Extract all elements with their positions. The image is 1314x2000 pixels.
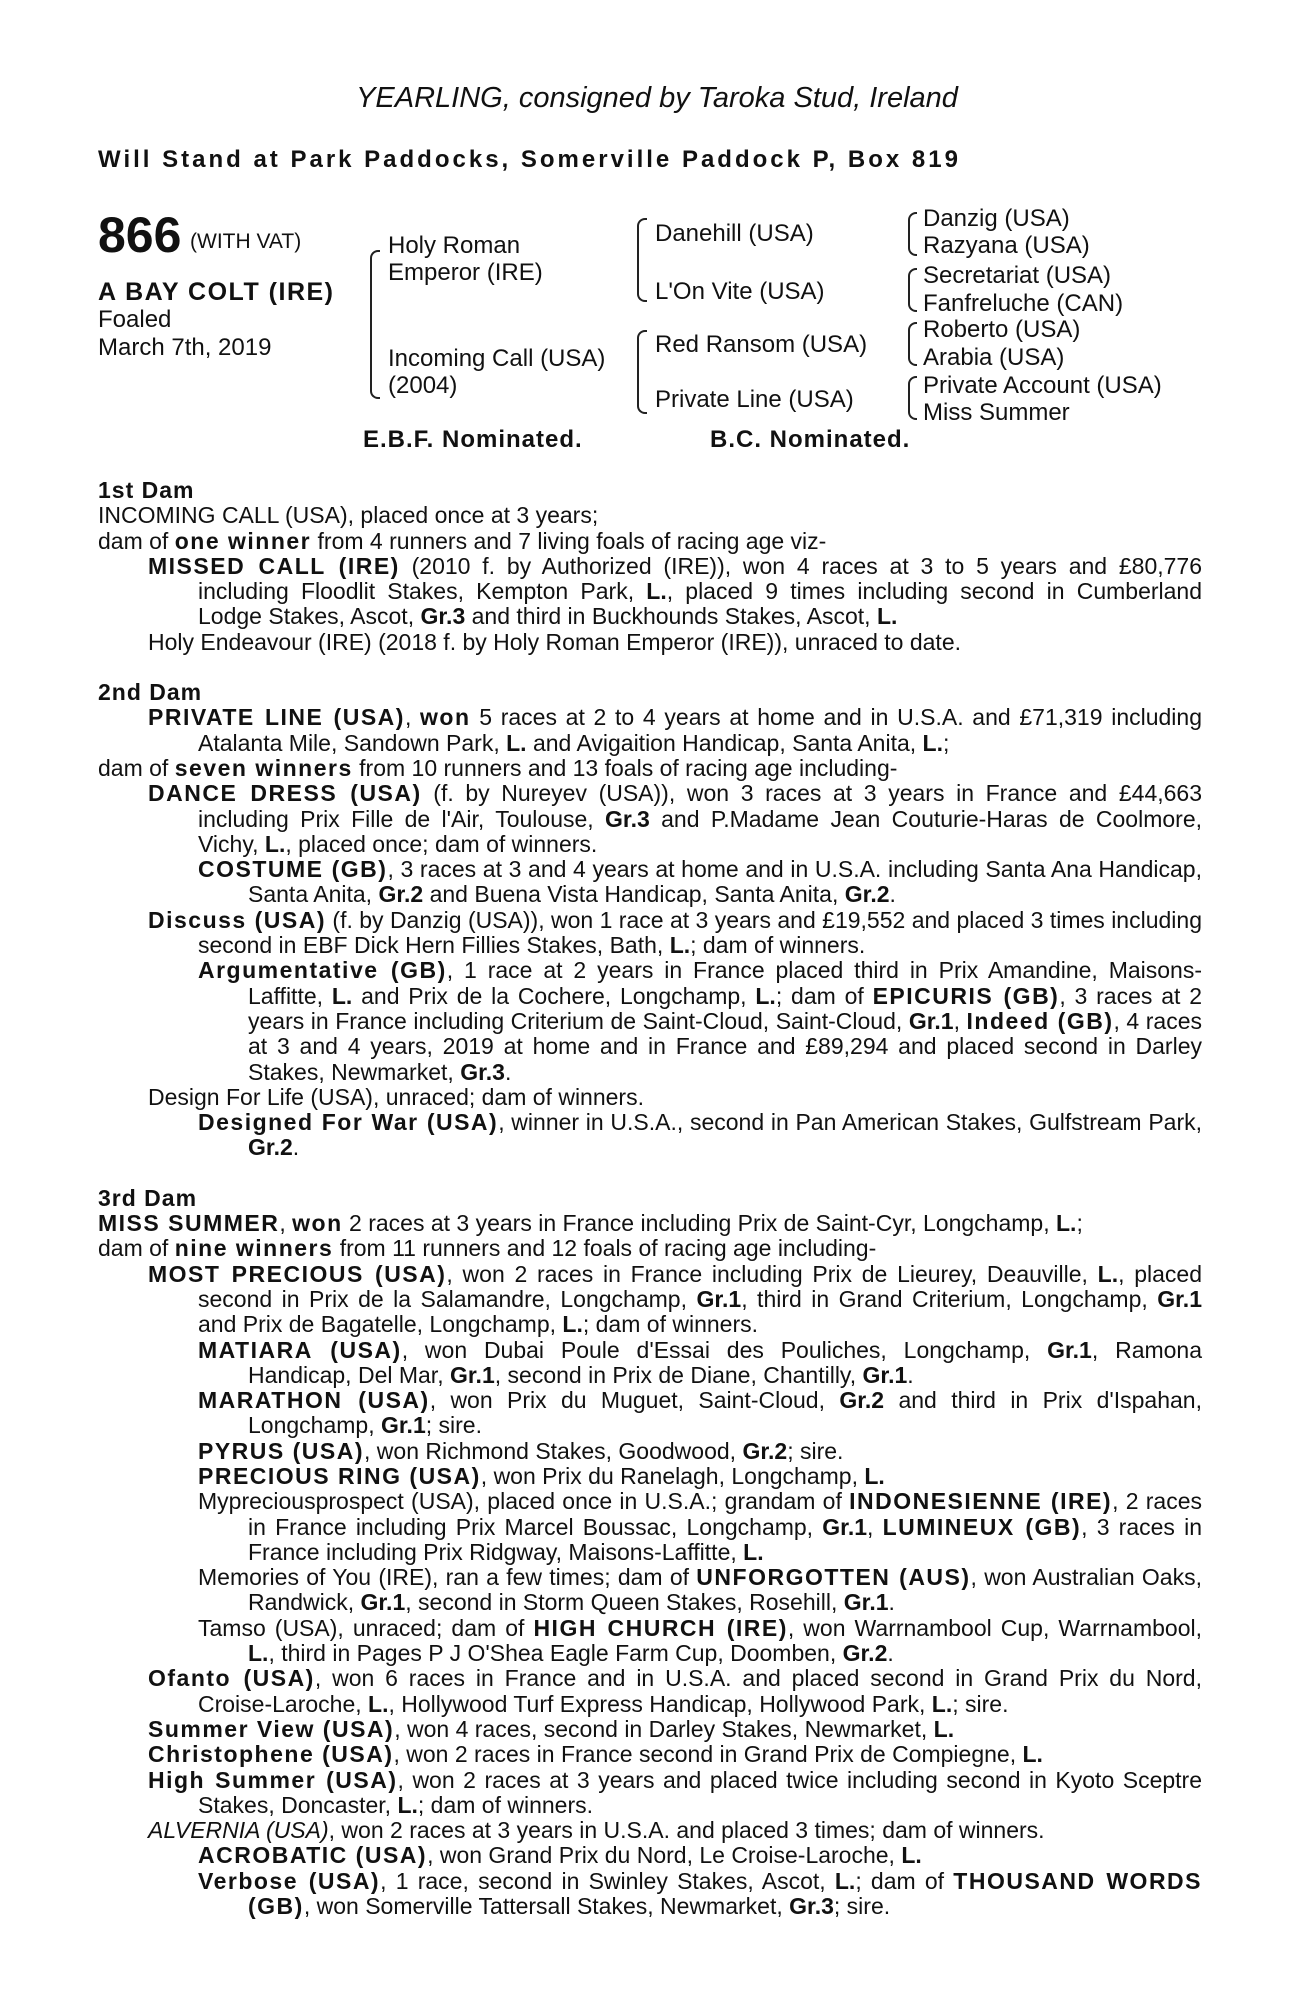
produce-entry: DANCE DRESS (USA) (f. by Nureyev (USA)), won 3 races at 3 years in France and £44,663 including Prix Fille de l'Air, Toulouse, Gr.3 and P.Madame Jean Couturie-Haras de Coolmore, Vichy, L., placed once; dam of winners. xyxy=(148,780,1202,857)
produce-entry: ALVERNIA (USA), won 2 races at 3 years in U.S.A. and placed 3 times; dam of winners. xyxy=(148,1817,1045,1844)
first-dam-line: INCOMING CALL (USA), placed once at 3 years; xyxy=(98,502,599,529)
grandsire-1: Danehill (USA) xyxy=(655,220,814,247)
grandsire-2: Red Ransom (USA) xyxy=(655,331,868,358)
produce-entry: Christophene (USA), won 2 races in France second in Grand Prix de Compiegne, L. xyxy=(148,1741,1043,1768)
dam-line-1: Incoming Call (USA) xyxy=(388,345,606,372)
sire-line-2: Emperor (IRE) xyxy=(388,259,543,286)
dam-line-2: (2004) xyxy=(388,372,458,399)
ggs-2: Razyana (USA) xyxy=(923,232,1090,259)
third-dam-section xyxy=(98,1186,1202,1920)
produce-entry: MARATHON (USA), won Prix du Muguet, Saint-Cloud, Gr.2 and third in Prix d'Ispahan, Longchamp, Gr.1; sire. xyxy=(198,1387,1202,1439)
ggs-6: Arabia (USA) xyxy=(923,344,1065,371)
ggs-brace-2 xyxy=(908,268,917,312)
first-dam-section xyxy=(98,478,1202,655)
produce-entry: Design For Life (USA), unraced; dam of winners. xyxy=(148,1083,644,1110)
second-dam-heading: 2nd Dam xyxy=(98,679,203,706)
vat-note: (WITH VAT) xyxy=(190,230,302,253)
third-dam-line: MISS SUMMER, won 2 races at 3 years in France including Prix de Saint-Cyr, Longchamp, L.; xyxy=(98,1210,1083,1237)
ggs-8: Miss Summer xyxy=(923,399,1070,426)
third-dam-heading: 3rd Dam xyxy=(98,1184,198,1211)
page-title: YEARLING, consigned by Taroka Stud, Ireland xyxy=(356,82,958,114)
produce-entry: Holy Endeavour (IRE) (2018 f. by Holy Roman Emperor (IRE)), unraced to date. xyxy=(148,628,962,655)
granddam-2: Private Line (USA) xyxy=(655,386,854,413)
sire-dam-brace xyxy=(370,250,380,399)
produce-entry: Summer View (USA), won 4 races, second in Darley Stakes, Newmarket, L. xyxy=(148,1715,955,1742)
produce-entry: Discuss (USA) (f. by Danzig (USA)), won 1 race at 3 years and £19,552 and placed 3 times including second in EBF Dick Hern Fillies Stakes, Bath, L.; dam of winners. xyxy=(148,906,1202,959)
first-dam-heading: 1st Dam xyxy=(98,477,195,503)
ggs-brace-3 xyxy=(908,322,917,366)
produce-entry: Verbose (USA), 1 race, second in Swinley Stakes, Ascot, L.; dam of THOUSAND WORDS (GB), won Somerville Tattersall Stakes, Newmarket, Gr.3; sire. xyxy=(198,1867,1203,1920)
third-dam-produce-line: dam of nine winners from 11 runners and 12 foals of racing age including- xyxy=(98,1235,877,1262)
produce-entry: Memories of You (IRE), ran a few times; dam of UNFORGOTTEN (AUS), won Australian Oaks, Randwick, Gr.1, second in Storm Queen Stakes, Rosehill, Gr.1. xyxy=(198,1564,1202,1616)
ggs-1: Danzig (USA) xyxy=(923,205,1070,232)
ggs-5: Roberto (USA) xyxy=(923,316,1081,343)
stand-location: Will Stand at Park Paddocks, Somerville Paddock P, Box 819 xyxy=(98,146,961,173)
second-dam-produce-line: dam of seven winners from 10 runners and 13 foals of racing age including- xyxy=(98,754,898,781)
produce-entry: MATIARA (USA), won Dubai Poule d'Essai des Pouliches, Longchamp, Gr.1, Ramona Handicap, Del Mar, Gr.1, second in Prix de Diane, Chantilly, Gr.1. xyxy=(198,1336,1203,1388)
ebf-nominated: E.B.F. Nominated. xyxy=(363,426,583,453)
second-dam-line: PRIVATE LINE (USA), won 5 races at 2 to 4 years at home and in U.S.A. and £71,319 including Atalanta Mile, Sandown Park, L. and Avigaition Handicap, Santa Anita, L.; xyxy=(148,704,1202,756)
ggs-4: Fanfreluche (CAN) xyxy=(923,290,1124,317)
second-dam-section xyxy=(98,680,1202,1161)
granddam-1: L'On Vite (USA) xyxy=(655,278,825,305)
horse-description: A BAY COLT (IRE) xyxy=(98,278,335,306)
produce-entry: Tamso (USA), unraced; dam of HIGH CHURCH (IRE), won Warrnambool Cup, Warrnambool, L., third in Pages P J O'Shea Eagle Farm Cup, Doomben, Gr.2. xyxy=(198,1614,1203,1667)
sire-line-1: Holy Roman xyxy=(388,232,521,259)
produce-entry: COSTUME (GB), 3 races at 3 and 4 years at home and in U.S.A. including Santa Ana Handicap, Santa Anita, Gr.2 and Buena Vista Handicap, Santa Anita, Gr.2. xyxy=(198,856,1202,908)
gs-brace-bottom xyxy=(637,330,647,414)
foaled-date: March 7th, 2019 xyxy=(98,334,272,361)
ggs-brace-4 xyxy=(908,376,917,420)
produce-entry: Ofanto (USA), won 6 races in France and in U.S.A. and placed second in Grand Prix du Nord, Croise-Laroche, L., Hollywood Turf Express Handicap, Hollywood Park, L.; sire. xyxy=(148,1665,1202,1717)
ggs-7: Private Account (USA) xyxy=(923,372,1162,399)
gs-brace-top xyxy=(637,218,647,302)
foaled-info xyxy=(98,306,271,362)
lot-number: 866 xyxy=(98,207,182,263)
first-dam-produce-line: dam of one winner from 4 runners and 7 living foals of racing age viz- xyxy=(98,527,827,554)
produce-entry: PRECIOUS RING (USA), won Prix du Ranelagh, Longchamp, L. xyxy=(198,1462,885,1489)
pedigree-sire xyxy=(388,232,543,286)
produce-entry: High Summer (USA), won 2 races at 3 years and placed twice including second in Kyoto Sceptre Stakes, Doncaster, L.; dam of winners. xyxy=(148,1766,1203,1818)
foaled-label: Foaled xyxy=(98,306,172,333)
produce-entry: Argumentative (GB), 1 race at 2 years in France placed third in Prix Amandine, Maisons-Laffitte, L. and Prix de la Cochere, Longchamp, L.; dam of EPICURIS (GB), 3 races at 2 years in France including Criterium de Saint-Cloud, Saint-Cloud, Gr.1, Indeed (GB), 4 races at 3 and 4 years, 2019 at home and in France and £89,294 and placed second in Darley Stakes, Newmarket, Gr.3. xyxy=(198,957,1202,1085)
catalogue-body xyxy=(98,478,1202,1919)
produce-entry: PYRUS (USA), won Richmond Stakes, Goodwood, Gr.2; sire. xyxy=(198,1437,844,1464)
produce-entry: MOST PRECIOUS (USA), won 2 races in France including Prix de Lieurey, Deauville, L., placed second in Prix de la Salamandre, Longchamp, Gr.1, third in Grand Criterium, Longchamp, Gr.1 and Prix de Bagatelle, Longchamp, L.; dam of winners. xyxy=(148,1260,1202,1338)
bc-nominated: B.C. Nominated. xyxy=(710,426,911,453)
ggs-brace-1 xyxy=(908,212,917,256)
produce-entry: Mypreciousprospect (USA), placed once in U.S.A.; grandam of INDONESIENNE (IRE), 2 races in France including Prix Marcel Boussac, Longchamp, Gr.1, LUMINEUX (GB), 3 races in France including Prix Ridgway, Maisons-Laffitte, L. xyxy=(198,1488,1202,1565)
ggs-3: Secretariat (USA) xyxy=(923,262,1112,289)
pedigree-dam xyxy=(388,345,605,399)
produce-entry: ACROBATIC (USA), won Grand Prix du Nord, Le Croise-Laroche, L. xyxy=(198,1842,922,1869)
produce-entry: Designed For War (USA), winner in U.S.A., second in Pan American Stakes, Gulfstream Park, Gr.2. xyxy=(198,1109,1202,1161)
produce-entry: MISSED CALL (IRE) (2010 f. by Authorized (IRE)), won 4 races at 3 to 5 years and £80,776 including Floodlit Stakes, Kempton Park, L., placed 9 times including second in Cumberland Lodge Stakes, Ascot, Gr.3 and third in Buckhounds Stakes, Ascot, L. xyxy=(148,552,1203,630)
